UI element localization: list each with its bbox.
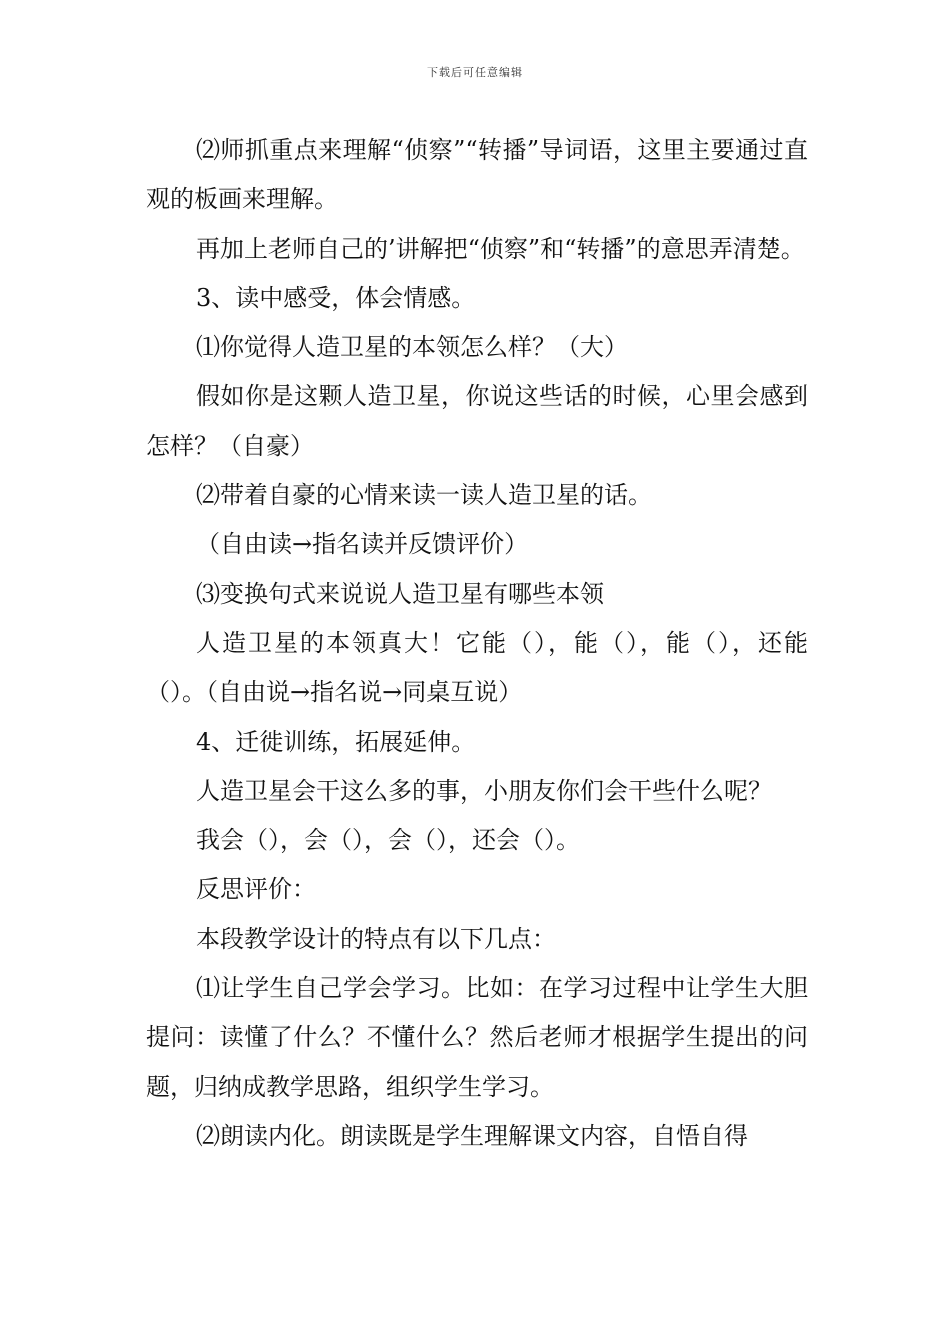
page-header: 下载后可任意编辑: [427, 66, 523, 79]
paragraph: 人造卫星的本领真大！它能（），能（），能（），还能（）。（自由说→指名说→同桌互说）: [146, 628, 808, 707]
paragraph: ⑵带着自豪的心情来读一读人造卫星的话。: [196, 481, 652, 510]
document-body: [146, 126, 808, 1161]
paragraph: 假如你是这颗人造卫星，你说这些话的时候，心里会感到怎样？（自豪）: [146, 382, 808, 460]
paragraph: （自由读→指名读并反馈评价）: [196, 530, 529, 559]
paragraph: ⑵师抓重点来理解“侦察”“转播”导词语，这里主要通过直观的板画来理解。: [146, 136, 808, 214]
paragraph: ⑵朗读内化。朗读既是学生理解课文内容，自悟自得: [196, 1121, 748, 1150]
paragraph: ⑶变换句式来说说人造卫星有哪些本领: [196, 579, 604, 608]
paragraph: 本段教学设计的特点有以下几点：: [196, 924, 556, 953]
paragraph: 再加上老师自己的’讲解把“侦察”和“转播”的意思弄清楚。: [196, 234, 805, 263]
section-heading: 反思评价：: [196, 875, 316, 904]
section-heading: 4、迁徙训练，拓展延伸。: [196, 727, 476, 756]
section-heading: 3、读中感受，体会情感。: [196, 283, 476, 312]
paragraph: 我会（），会（），会（），还会（）。: [196, 826, 580, 855]
paragraph: ⑴让学生自己学会学习。比如：在学习过程中让学生大胆提问：读懂了什么？不懂什么？然后老师才根据学生提出的问题，归纳成教学思路，组织学生学习。: [146, 974, 808, 1101]
paragraph: ⑴你觉得人造卫星的本领怎么样？（大）: [196, 333, 628, 362]
paragraph: 人造卫星会干这么多的事，小朋友你们会干些什么呢？: [196, 776, 772, 805]
